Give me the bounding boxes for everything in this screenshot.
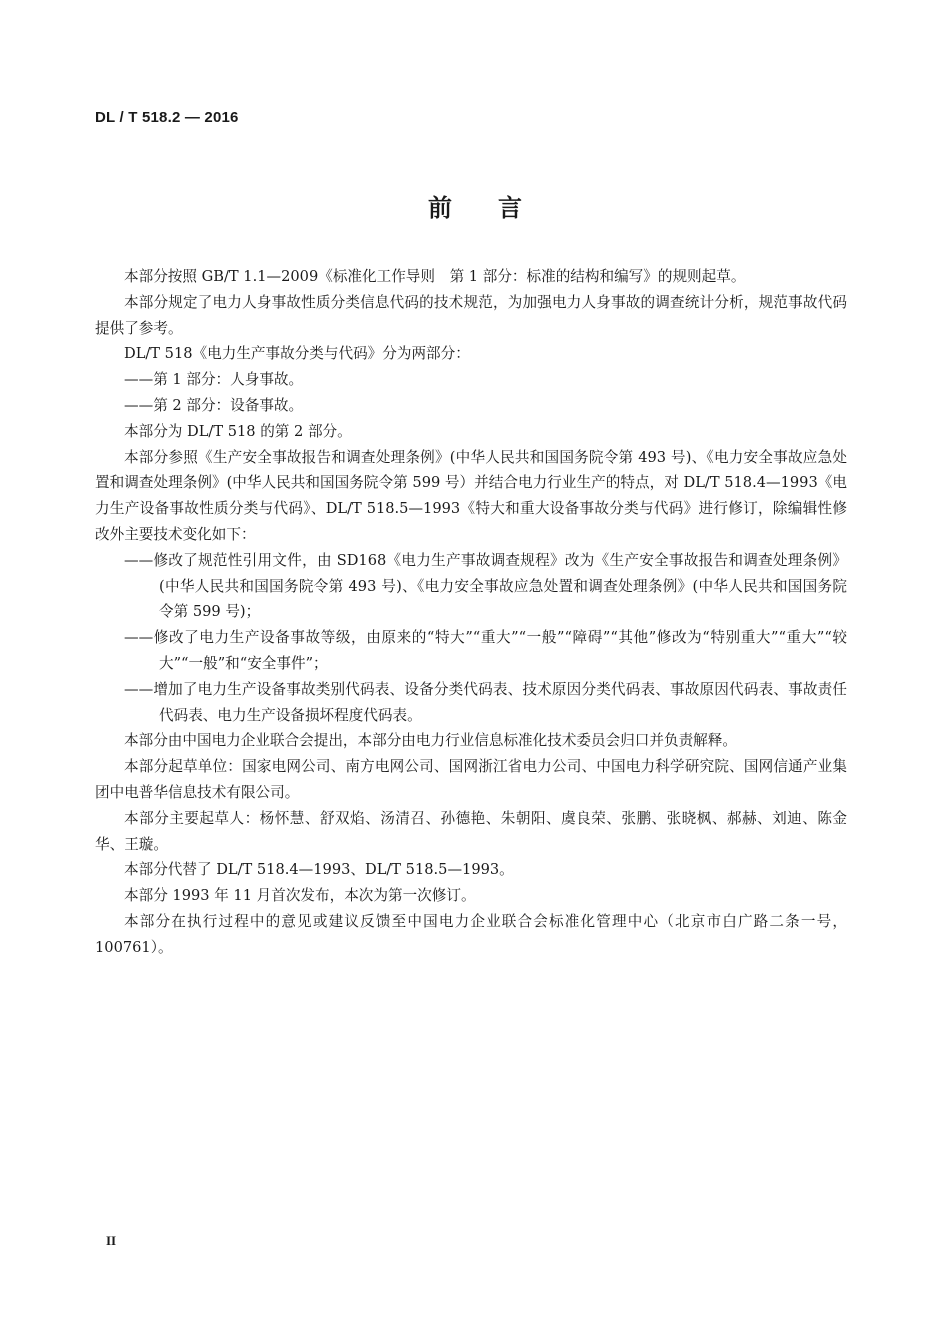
paragraph-revision-basis: 本部分参照《生产安全事故报告和调查处理条例》(中华人民共和国国务院令第 493 号)、《电力安全事故应急处置和调查处理条例》(中华人民共和国国务院令第 599 号）并结合电力行业生产的特点，对 DL/T 518.4—1993《电力生产设备事故性质分类与代码》、DL/T 518.5—1993《特大和重大设备事故分类与代码》进行修订，除编辑性修改外主要技术变化如下： bbox=[95, 448, 847, 543]
paragraph-this-part: 本部分为 DL/T 518 的第 2 部分。 bbox=[124, 422, 352, 440]
paragraph-proposer: 本部分由中国电力企业联合会提出，本部分由电力行业信息标准化技术委员会归口并负责解释。 bbox=[124, 732, 737, 750]
paragraph-drafting-units: 本部分起草单位：国家电网公司、南方电网公司、国网浙江省电力公司、中国电力科学研究院、国网信通产业集团中电普华信息技术有限公司。 bbox=[95, 758, 847, 801]
standard-number-header: DL / T 518.2 — 2016 bbox=[95, 109, 239, 126]
change-item-levels: ——修改了电力生产设备事故等级，由原来的“特大”“重大”“一般”“障碍”“其他”修改为“特别重大”“重大”“较大”“一般”和“安全事件”； bbox=[124, 629, 847, 672]
paragraph-part-2: ——第 2 部分：设备事故。 bbox=[124, 396, 304, 414]
paragraph-scope: 本部分规定了电力人身事故性质分类信息代码的技术规范，为加强电力人身事故的调查统计分析，规范事故代码提供了参考。 bbox=[95, 293, 847, 337]
change-item-references: ——修改了规范性引用文件，由 SD168《电力生产事故调查规程》改为《生产安全事故报告和调查处理条例》(中华人民共和国国务院令第 493 号)、《电力安全事故应急处置和调查处理条例》(中华人民共和国国务院令第 599 号)； bbox=[124, 551, 847, 621]
paragraph-parts-intro: DL/T 518《电力生产事故分类与代码》分为两部分： bbox=[124, 345, 470, 363]
page-title: 前言 bbox=[428, 194, 568, 222]
foreword-body bbox=[95, 264, 847, 961]
paragraph-part-1: ——第 1 部分：人身事故。 bbox=[124, 371, 304, 389]
paragraph-history: 本部分 1993 年 11 月首次发布，本次为第一次修订。 bbox=[124, 887, 476, 905]
change-item-code-tables: ——增加了电力生产设备事故类别代码表、设备分类代码表、技术原因分类代码表、事故原因代码表、事故责任代码表、电力生产设备损坏程度代码表。 bbox=[124, 680, 847, 724]
page-number: II bbox=[106, 1233, 117, 1248]
paragraph-feedback: 本部分在执行过程中的意见或建议反馈至中国电力企业联合会标准化管理中心（北京市白广路二条一号，100761）。 bbox=[95, 912, 847, 956]
paragraph-drafters: 本部分主要起草人：杨怀慧、舒双焰、汤清召、孙德艳、朱朝阳、虞良荣、张鹏、张晓枫、郝赫、刘迪、陈金华、王璇。 bbox=[95, 809, 847, 853]
paragraph-drafting-rules: 本部分按照 GB/T 1.1—2009《标准化工作导则 第 1 部分：标准的结构和编写》的规则起草。 bbox=[124, 268, 746, 285]
paragraph-replaces: 本部分代替了 DL/T 518.4—1993、DL/T 518.5—1993。 bbox=[124, 861, 514, 879]
